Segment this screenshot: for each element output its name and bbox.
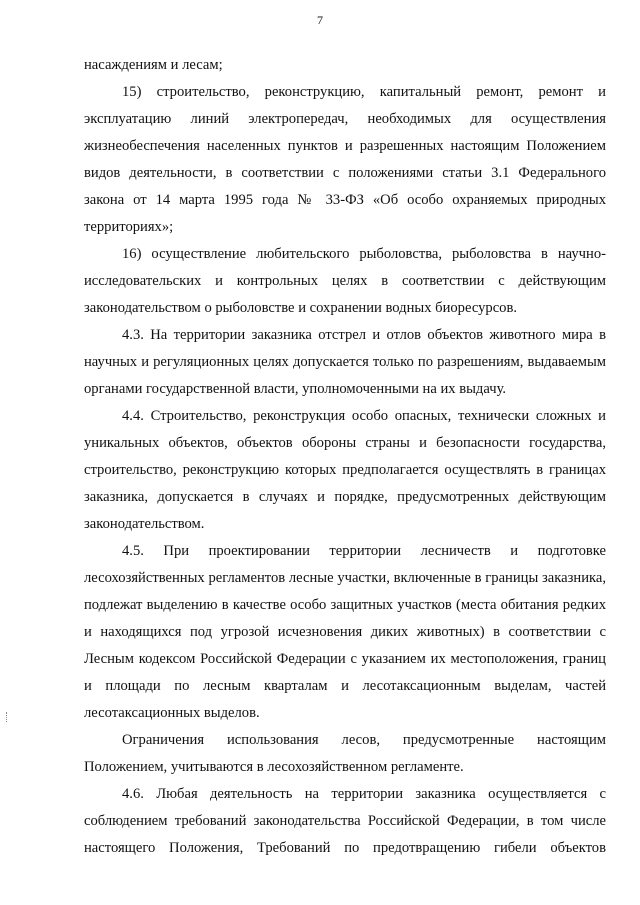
page-number: 7 [317,13,323,27]
paragraph-7: Ограничения использования лесов, предусмотренные настоящим Положением, учитываются в лесохозяйственном регламенте. [84,732,606,775]
paragraph-8: 4.6. Любая деятельность на территории заказника осуществляется с соблюдением требований законодательства Российской Федерации, в том числе настоящего Положения, Требований по предотвращению гибели объектов [84,786,606,856]
paragraph-3: 16) осуществление любительского рыболовства, рыболовства в научно-исследовательских и контрольных целях в соответствии с действующим законодательством о рыболовстве и сохранении водных биоресурсов. [84,246,606,316]
paragraph-5: 4.4. Строительство, реконструкция особо опасных, технически сложных и уникальных объектов, объектов обороны страны и безопасности государства, строительство, реконструкцию которых предполагается осуществлять в границах заказника, допускается в случаях и порядке, предусмотренных действующим законодательством. [84,408,606,532]
paragraph-4: 4.3. На территории заказника отстрел и отлов объектов животного мира в научных и регуляционных целях допускается только по разрешениям, выдаваемым органами государственной власти, уполномоченными на их выдачу. [84,327,606,397]
paragraph-2: 15) строительство, реконструкцию, капитальный ремонт, ремонт и эксплуатацию линий электропередач, необходимых для осуществления жизнеобеспечения населенных пунктов и разрешенных настоящим Положением видов деятельности, в соответствии с положениями статьи 3.1 Федерального закона от 14 марта 1995 года № 33-ФЗ «Об особо охраняемых природных территориях»; [84,84,606,235]
paragraph-6: 4.5. При проектировании территории лесничеств и подготовке лесохозяйственных регламентов лесные участки, включенные в границы заказника, подлежат выделению в качестве особо защитных участков (места обитания редких и находящихся под угрозой исчезновения диких животных) в соответствии с Лесным кодексом Российской Федерации с указанием их местоположения, границ и площади по лесным кварталам и лесотаксационным выделам, частей лесотаксационных выделов. [84,543,606,721]
margin-mark [6,712,9,722]
document-body [84,52,606,862]
paragraph-1: насаждениям и лесам; [84,57,223,73]
